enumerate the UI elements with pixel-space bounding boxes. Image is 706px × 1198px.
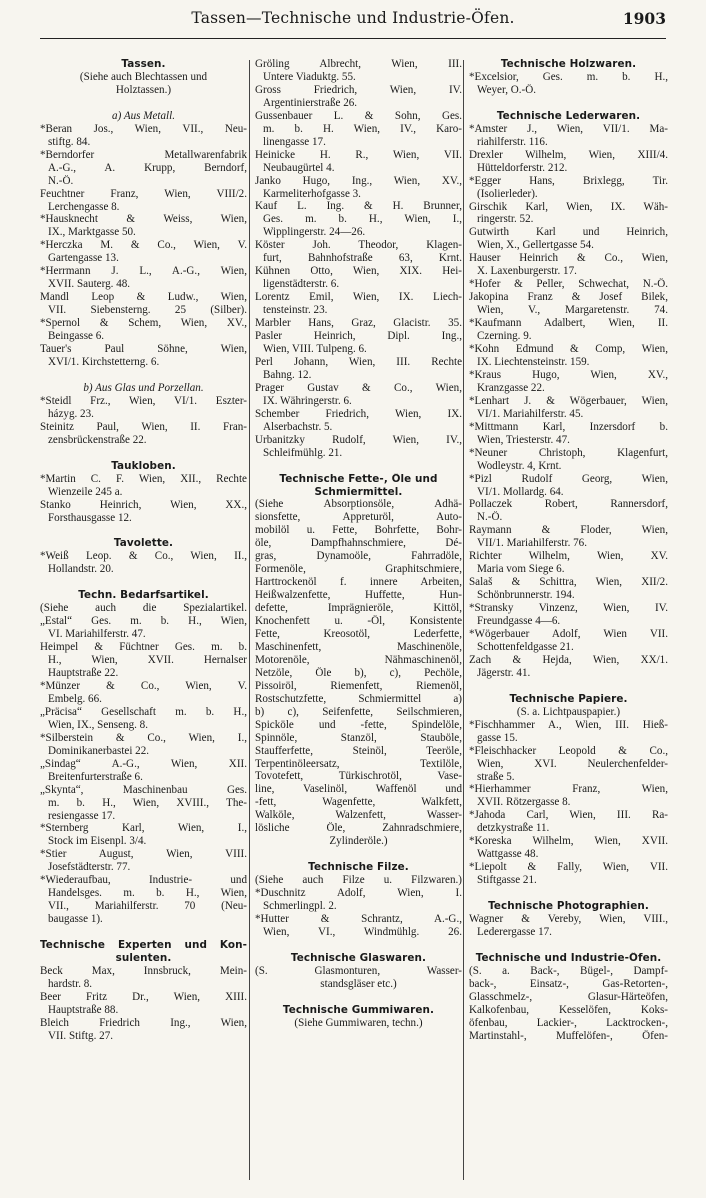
entry-continuation: VII., Mariahilferstr. 70 (Neu- bbox=[48, 900, 247, 913]
entry-continuation: Freundgasse 4—6. bbox=[477, 615, 561, 628]
entry-continuation: IX. Liechtensteinstr. 159. bbox=[477, 355, 590, 368]
page-number: 1903 bbox=[622, 9, 666, 28]
section-heading: Technische Gummiwaren. bbox=[282, 1003, 435, 1016]
column-middle bbox=[255, 58, 462, 1030]
entry-continuation: Schleifmühlg. 21. bbox=[263, 446, 343, 459]
entry-line: öle, Dampfhahnschmiere, Dé- bbox=[255, 537, 462, 550]
entry-continuation: Dominikanerbastei 22. bbox=[48, 744, 150, 757]
entry-line: *Hierhammer Franz, Wien, bbox=[469, 783, 668, 796]
entry-continuation: Wien, IX., Senseng. 8. bbox=[48, 718, 148, 731]
entry-line: *Herczka M. & Co., Wien, V. bbox=[40, 239, 247, 252]
entry-continuation: Wipplingerstr. 24—26. bbox=[263, 226, 366, 239]
section-spacer bbox=[40, 369, 247, 382]
entry-line: *Weiß Leop. & Co., Wien, II., bbox=[40, 550, 247, 563]
entry-line: Gröling Albrecht, Wien, III. bbox=[255, 58, 462, 70]
entry-continuation: Hauptstraße 22. bbox=[48, 667, 119, 680]
entry-line: Steinitz Paul, Wien, II. Fran- bbox=[40, 420, 247, 433]
entry-continuation: IX. Währingerstr. 6. bbox=[263, 394, 352, 407]
section-heading: Technische Glaswaren. bbox=[290, 951, 427, 964]
entry-line: Walköle, Walzenfett, Wasser- bbox=[255, 809, 462, 822]
entry-line: *Hausknecht & Weiss, Wien, bbox=[40, 213, 247, 226]
entry-continuation: stiftg. 84. bbox=[48, 135, 91, 148]
section-heading: Technische Filze. bbox=[308, 861, 409, 874]
entry-continuation: VI. Mariahilferstr. 47. bbox=[48, 628, 146, 641]
entry-line: Schember Friedrich, Wien, IX. bbox=[255, 407, 462, 420]
entry-continuation: Wien, Triesterstr. 47. bbox=[477, 433, 570, 446]
entry-continuation: gasse 15. bbox=[477, 731, 518, 744]
section-spacer bbox=[469, 939, 668, 952]
entry-continuation: Untere Viaduktg. 55. bbox=[263, 70, 356, 83]
entry-continuation: furt, Bahnhofstraße 63, Krnt. bbox=[263, 252, 462, 265]
entry-line: „Estal“ Ges. m. b. H., Wien, bbox=[40, 615, 247, 628]
section-heading: Schmiermittel. bbox=[314, 485, 403, 498]
entry-continuation: Maria vom Siege 6. bbox=[477, 563, 565, 576]
entry-line: Spinnöle, Stanzöl, Stauböle, bbox=[255, 731, 462, 744]
entry-continuation: ringerstr. 52. bbox=[477, 213, 534, 226]
entry-line: (Siehe Absorptionsöle, Adhä- bbox=[255, 498, 462, 511]
entry-line: defette, Imprägnieröle, Kittöl, bbox=[255, 602, 462, 615]
entry-line: *Münzer & Co., Wien, V. bbox=[40, 679, 247, 692]
section-spacer bbox=[40, 576, 247, 589]
entry-line: Knochenfett u. -Öl, Konsistente bbox=[255, 615, 462, 628]
entry-line: Pasler Heinrich, Dipl. Ing., bbox=[255, 330, 462, 343]
entry-continuation: házyg. 23. bbox=[48, 407, 94, 420]
entry-continuation: N.-Ö. bbox=[48, 174, 74, 187]
entry-continuation: Wien, VI., Windmühlg. 26. bbox=[263, 925, 462, 938]
section-spacer bbox=[40, 97, 247, 110]
entry-line: Bleich Friedrich Ing., Wien, bbox=[40, 1016, 247, 1029]
entry-continuation: Lerchengasse 8. bbox=[48, 200, 120, 213]
entry-line: Kauf L. Ing. & H. Brunner, bbox=[255, 200, 462, 213]
entry-continuation: Argentinierstraße 26. bbox=[263, 96, 358, 109]
entry-line: *Wögerbauer Adolf, Wien VII. bbox=[469, 627, 668, 640]
entry-line: *Silberstein & Co., Wien, I., bbox=[40, 731, 247, 744]
entry-continuation: hardstr. 8. bbox=[48, 977, 93, 990]
entry-line: *Stransky Vinzenz, Wien, IV. bbox=[469, 602, 668, 615]
entry-line: Drexler Wilhelm, Wien, XIII/4. bbox=[469, 148, 668, 161]
entry-continuation: Wienzeile 245 a. bbox=[48, 485, 123, 498]
entry-line: Formenöle, Graphitschmiere, bbox=[255, 563, 462, 576]
entry-continuation: Embelg. 66. bbox=[48, 692, 102, 705]
entry-line: Heimpel & Füchtner Ges. m. b. bbox=[40, 641, 247, 654]
entry-continuation: XVI/1. Kirchstetterng. 6. bbox=[48, 355, 160, 368]
entry-line: *Spernol & Schem, Wien, XV., bbox=[40, 317, 247, 330]
entry-line: öfenbau, Lackier-, Lacktrocken-, bbox=[469, 1016, 668, 1029]
entry-continuation: Schottenfeldgasse 21. bbox=[477, 640, 574, 653]
page-header bbox=[40, 6, 666, 36]
entry-line: Perl Johann, Wien, III. Rechte bbox=[255, 355, 462, 368]
entry-continuation: Handelsges. m. b. H., Wien, bbox=[48, 887, 247, 900]
entry-continuation: XVII. Sauterg. 48. bbox=[48, 278, 131, 291]
entry-line: (S. Glasmonturen, Wasser- bbox=[255, 964, 462, 977]
entry-continuation: Karmeliterhofgasse 3. bbox=[263, 187, 361, 200]
entry-line: Heißwalzenfette, Huffette, Hun- bbox=[255, 589, 462, 602]
entry-line: Kühnen Otto, Wien, XIX. Hei- bbox=[255, 265, 462, 278]
section-heading: Technische Lederwaren. bbox=[496, 109, 641, 122]
page-title: Tassen—Technische und Industrie-Öfen. bbox=[191, 9, 515, 27]
entry-line: Motorenöle, Nähmaschinenöl, bbox=[255, 653, 462, 666]
entry-line: *Neuner Christoph, Klagenfurt, bbox=[469, 446, 668, 459]
entry-line: *Kraus Hugo, Wien, XV., bbox=[469, 368, 668, 381]
section-spacer bbox=[255, 848, 462, 861]
entry-continuation: zensbrückenstraße 22. bbox=[48, 433, 147, 446]
entry-line: (Siehe auch die Spezialartikel. bbox=[40, 602, 247, 615]
subsection-heading: a) Aus Metall. bbox=[112, 109, 175, 122]
entry-line: Mandl Leop & Ludw., Wien, bbox=[40, 291, 247, 304]
entry-line: *Egger Hans, Brixlegg, Tir. bbox=[469, 174, 668, 187]
section-heading: Tavolette. bbox=[113, 537, 174, 550]
entry-line: Stanko Heinrich, Wien, XX., bbox=[40, 498, 247, 511]
entry-line: Pissoiröl, Riemenfett, Riemenöl, bbox=[255, 679, 462, 692]
entry-line: *Liepolt & Fally, Wien, VII. bbox=[469, 861, 668, 874]
entry-continuation: m. b. H., Wien, XVIII., The- bbox=[48, 796, 247, 809]
entry-continuation: Schmerlingpl. 2. bbox=[263, 900, 337, 913]
entry-line: *Pizl Rudolf Georg, Wien, bbox=[469, 472, 668, 485]
entry-line: *Excelsior, Ges. m. b. H., bbox=[469, 70, 668, 83]
section-spacer bbox=[40, 447, 247, 460]
entry-line: Janko Hugo, Ing., Wien, XV., bbox=[255, 174, 462, 187]
entry-line: Tovotefett, Türkischrotöl, Vase- bbox=[255, 770, 462, 783]
entry-line: Tauer's Paul Söhne, Wien, bbox=[40, 343, 247, 356]
cross-reference-note: Holztassen.) bbox=[115, 83, 172, 96]
entry-line: *Fleischhacker Leopold & Co., bbox=[469, 744, 668, 757]
entry-continuation: ligenstädterstr. 6. bbox=[263, 278, 340, 291]
entry-continuation: tensteinstr. 23. bbox=[263, 304, 328, 317]
entry-line: Staufferfette, Steinöl, Teeröle, bbox=[255, 744, 462, 757]
column-right bbox=[469, 58, 668, 1043]
entry-line: mobilöl u. Fette, Bohrfette, Bohr- bbox=[255, 524, 462, 537]
entry-line: Wagner & Vereby, Wien, VIII., bbox=[469, 913, 668, 926]
entry-line: Harttrockenöl f. innere Arbeiten, bbox=[255, 576, 462, 589]
entry-continuation: N.-Ö. bbox=[477, 511, 503, 524]
entry-line: Beer Fritz Dr., Wien, XIII. bbox=[40, 990, 247, 1003]
entry-continuation: resiengasse 17. bbox=[48, 809, 116, 822]
entry-continuation: Jägerstr. 41. bbox=[477, 666, 531, 679]
entry-continuation: detzkystraße 11. bbox=[477, 822, 550, 835]
section-spacer bbox=[469, 680, 668, 693]
entry-line: *Hofer & Peller, Schwechat, N.-Ö. bbox=[469, 278, 668, 291]
entry-line: Beck Max, Innsbruck, Mein- bbox=[40, 965, 247, 977]
entry-line: *Herrmann J. L., A.-G., Wien, bbox=[40, 265, 247, 278]
entry-continuation: Bahng. 12. bbox=[263, 368, 312, 381]
entry-line: Netzöle, Öle b), c), Pechöle, bbox=[255, 666, 462, 679]
column-divider bbox=[463, 60, 464, 1180]
entry-continuation: linengasse 17. bbox=[263, 135, 326, 148]
entry-line: Gussenbauer L. & Sohn, Ges. bbox=[255, 109, 462, 122]
entry-line: line, Vaselinöl, Waffenöl und bbox=[255, 783, 462, 796]
entry-line: Urbanitzky Rudolf, Wien, IV., bbox=[255, 433, 462, 446]
entry-line: Richter Wilhelm, Wien, XV. bbox=[469, 550, 668, 563]
entry-continuation: Lederergasse 17. bbox=[477, 926, 552, 938]
entry-line: Jakopina Franz & Josef Bilek, bbox=[469, 291, 668, 304]
entry-line: Pollaczek Robert, Rannersdorf, bbox=[469, 498, 668, 511]
entry-continuation: baugasse 1). bbox=[48, 913, 103, 926]
section-spacer bbox=[40, 926, 247, 939]
column-divider bbox=[249, 60, 250, 1180]
cross-reference-note: Zylinderöle.) bbox=[329, 835, 388, 848]
entry-continuation: Hollandstr. 20. bbox=[48, 563, 114, 576]
entry-line: *Lenhart J. & Wögerbauer, Wien, bbox=[469, 394, 668, 407]
entry-line: *Koreska Wilhelm, Wien, XVII. bbox=[469, 835, 668, 848]
section-spacer bbox=[255, 460, 462, 473]
entry-line: Martinstahl-, Muffelöfen-, Öfen- bbox=[469, 1029, 668, 1042]
entry-continuation: Weyer, O.-Ö. bbox=[477, 83, 537, 96]
entry-continuation: VII. Siebensterng. 25 (Silber). bbox=[48, 304, 247, 317]
entry-line: Salaš & Schittra, Wien, XII/2. bbox=[469, 576, 668, 589]
entry-continuation: Gartengasse 13. bbox=[48, 252, 119, 265]
entry-line: *Stier August, Wien, VIII. bbox=[40, 848, 247, 861]
subsection-heading: b) Aus Glas und Porzellan. bbox=[83, 381, 204, 394]
column-left bbox=[40, 58, 247, 1043]
section-heading: Technische Holzwaren. bbox=[500, 58, 637, 70]
entry-line: Fette, Kreosotöl, Lederfette, bbox=[255, 627, 462, 640]
cross-reference-note: standsgläser etc.) bbox=[320, 977, 397, 990]
entry-line: Marbler Hans, Graz, Glacistr. 35. bbox=[255, 317, 462, 330]
entry-line: *Wiederaufbau, Industrie- und bbox=[40, 874, 247, 887]
section-heading: Technische Fette-, Öle und bbox=[279, 472, 438, 485]
cross-reference-note: (Siehe Gummiwaren, techn.) bbox=[294, 1016, 423, 1029]
entry-continuation: Wodleystr. 4, Krnt. bbox=[477, 459, 562, 472]
entry-continuation: VI/1. Mariahilferstr. 45. bbox=[477, 407, 584, 420]
entry-continuation: Wien, X., Gellertgasse 54. bbox=[477, 239, 594, 252]
entry-line: *Jahoda Carl, Wien, III. Ra- bbox=[469, 809, 668, 822]
entry-line: „Sindag“ A.-G., Wien, XII. bbox=[40, 757, 247, 770]
section-heading: Taukloben. bbox=[111, 459, 176, 472]
entry-line: Hauser Heinrich & Co., Wien, bbox=[469, 252, 668, 265]
section-heading: sulenten. bbox=[115, 952, 172, 965]
entry-line: -fett, Wagenfette, Walkfett, bbox=[255, 796, 462, 809]
entry-line: Zach & Hejda, Wien, XX/1. bbox=[469, 653, 668, 666]
entry-continuation: (Isolierleder). bbox=[477, 187, 538, 200]
entry-continuation: Stock im Eisenpl. 3/4. bbox=[48, 835, 147, 848]
entry-line: *Fischhammer A., Wien, III. Hieß- bbox=[469, 718, 668, 731]
entry-line: Prager Gustav & Co., Wien, bbox=[255, 381, 462, 394]
entry-continuation: Hütteldorferstr. 212. bbox=[477, 161, 568, 174]
entry-continuation: H., Wien, XVII. Hernalser bbox=[48, 654, 247, 667]
entry-line: Feuchtner Franz, Wien, VIII/2. bbox=[40, 187, 247, 200]
section-heading: Technische Photographien. bbox=[488, 900, 649, 913]
entry-continuation: XVII. Rötzergasse 8. bbox=[477, 796, 571, 809]
section-heading: Technische Papiere. bbox=[509, 692, 628, 705]
section-spacer bbox=[469, 97, 668, 110]
entry-continuation: Beingasse 6. bbox=[48, 330, 105, 343]
entry-continuation: IX., Marktgasse 50. bbox=[48, 226, 136, 239]
entry-line: „Präcisa“ Gesellschaft m. b. H., bbox=[40, 705, 247, 718]
entry-continuation: Wien, VIII. Tulpeng. 6. bbox=[263, 342, 367, 355]
entry-line: *Duschnitz Adolf, Wien, I. bbox=[255, 887, 462, 900]
entry-line: Gross Friedrich, Wien, IV. bbox=[255, 83, 462, 96]
header-rule bbox=[40, 38, 666, 39]
entry-line: *Beran Jos., Wien, VII., Neu- bbox=[40, 122, 247, 135]
entry-continuation: VI/1. Mollardg. 64. bbox=[477, 485, 564, 498]
entry-continuation: Wien, V., Margaretenstr. 74. bbox=[477, 304, 668, 317]
entry-line: *Sternberg Karl, Wien, I., bbox=[40, 822, 247, 835]
section-spacer bbox=[255, 991, 462, 1004]
entry-line: *Mittmann Karl, Inzersdorf b. bbox=[469, 420, 668, 433]
entry-continuation: Neubaugürtel 4. bbox=[263, 161, 335, 174]
entry-line: Heinicke H. R., Wien, VII. bbox=[255, 148, 462, 161]
entry-continuation: X. Laxenburgerstr. 17. bbox=[477, 265, 577, 278]
entry-line: gras, Dynamoöle, Fahrradöle, bbox=[255, 550, 462, 563]
entry-line: Lorentz Emil, Wien, IX. Liech- bbox=[255, 291, 462, 304]
entry-line: „Skynta“, Maschinenbau Ges. bbox=[40, 783, 247, 796]
entry-line: *Martin C. F. Wien, XII., Rechte bbox=[40, 472, 247, 485]
entry-line: Glasschmelz-, Glasur-Härteöfen, bbox=[469, 990, 668, 1003]
entry-line: Terpentinöleersatz, Textilöle, bbox=[255, 757, 462, 770]
entry-line: back-, Einsatz-, Gas-Retorten-, bbox=[469, 977, 668, 990]
entry-line: (Siehe auch Filze u. Filzwaren.) bbox=[255, 874, 462, 887]
section-spacer bbox=[255, 939, 462, 952]
entry-line: Girschik Karl, Wien, IX. Wäh- bbox=[469, 200, 668, 213]
entry-line: b) c), Seifenfette, Seilschmieren, bbox=[255, 705, 462, 718]
entry-continuation: riahilferstr. 116. bbox=[477, 135, 548, 148]
entry-continuation: Schönbrunnerstr. 194. bbox=[477, 589, 575, 602]
entry-continuation: Kranzgasse 22. bbox=[477, 381, 545, 394]
entry-continuation: Breitenfurterstraße 6. bbox=[48, 770, 143, 783]
entry-continuation: VII/1. Mariahilferstr. 76. bbox=[477, 537, 587, 550]
entry-line: Maschinenfett, Maschinenöle, bbox=[255, 640, 462, 653]
entry-line: Spicköle und -fette, Spindelöle, bbox=[255, 718, 462, 731]
entry-continuation: Josefstädterstr. 77. bbox=[48, 861, 131, 874]
section-heading: Tassen. bbox=[121, 58, 166, 70]
section-heading: Technische Experten und Kon- bbox=[40, 939, 247, 952]
entry-continuation: m. b. H. Wien, IV., Karo- bbox=[263, 122, 462, 135]
entry-continuation: Alserbachstr. 5. bbox=[263, 420, 333, 433]
cross-reference-note: (S. a. Lichtpauspapier.) bbox=[516, 705, 621, 718]
entry-line: *Kaufmann Adalbert, Wien, II. bbox=[469, 317, 668, 330]
entry-line: Raymann & Floder, Wien, bbox=[469, 524, 668, 537]
entry-line: *Amster J., Wien, VII/1. Ma- bbox=[469, 122, 668, 135]
entry-line: *Kohn Edmund & Comp, Wien, bbox=[469, 343, 668, 356]
entry-continuation: Wattgasse 48. bbox=[477, 848, 539, 861]
entry-line: Rostschutzfette, Schmiermittel a) bbox=[255, 692, 462, 705]
entry-continuation: Ges. m. b. H., Wien, I., bbox=[263, 213, 462, 226]
entry-line: Kalkofenbau, Kesselöfen, Koks- bbox=[469, 1003, 668, 1016]
cross-reference-note: (Siehe auch Blechtassen und bbox=[79, 70, 208, 83]
entry-continuation: straße 5. bbox=[477, 770, 515, 783]
entry-line: sionsfette, Appreturöl, Auto- bbox=[255, 511, 462, 524]
entry-line: Köster Joh. Theodor, Klagen- bbox=[255, 239, 462, 252]
section-spacer bbox=[469, 887, 668, 900]
entry-continuation: Forsthausgasse 12. bbox=[48, 511, 132, 524]
entry-line: lösliche Öle, Zahnradschmiere, bbox=[255, 822, 462, 835]
entry-continuation: VII. Stiftg. 27. bbox=[48, 1029, 114, 1042]
entry-line: (S. a. Back-, Bügel-, Dampf- bbox=[469, 964, 668, 977]
entry-continuation: Czerning. 9. bbox=[477, 330, 532, 343]
entry-continuation: Hauptstraße 88. bbox=[48, 1003, 119, 1016]
entry-continuation: A.-G., A. Krupp, Berndorf, bbox=[48, 161, 247, 174]
section-spacer bbox=[40, 524, 247, 537]
entry-line: *Steidl Frz., Wien, VI/1. Eszter- bbox=[40, 394, 247, 407]
entry-continuation: Wien, XVI. Neulerchenfelder- bbox=[477, 757, 668, 770]
entry-line: *Hutter & Schrantz, A.-G., bbox=[255, 913, 462, 925]
section-heading: Technische und Industrie-Öfen. bbox=[475, 951, 662, 964]
entry-line: *Berndorfer Metallwarenfabrik bbox=[40, 148, 247, 161]
entry-continuation: Stiftgasse 21. bbox=[477, 874, 537, 887]
section-heading: Techn. Bedarfsartikel. bbox=[78, 589, 209, 602]
entry-line: Gutwirth Karl und Heinrich, bbox=[469, 226, 668, 239]
